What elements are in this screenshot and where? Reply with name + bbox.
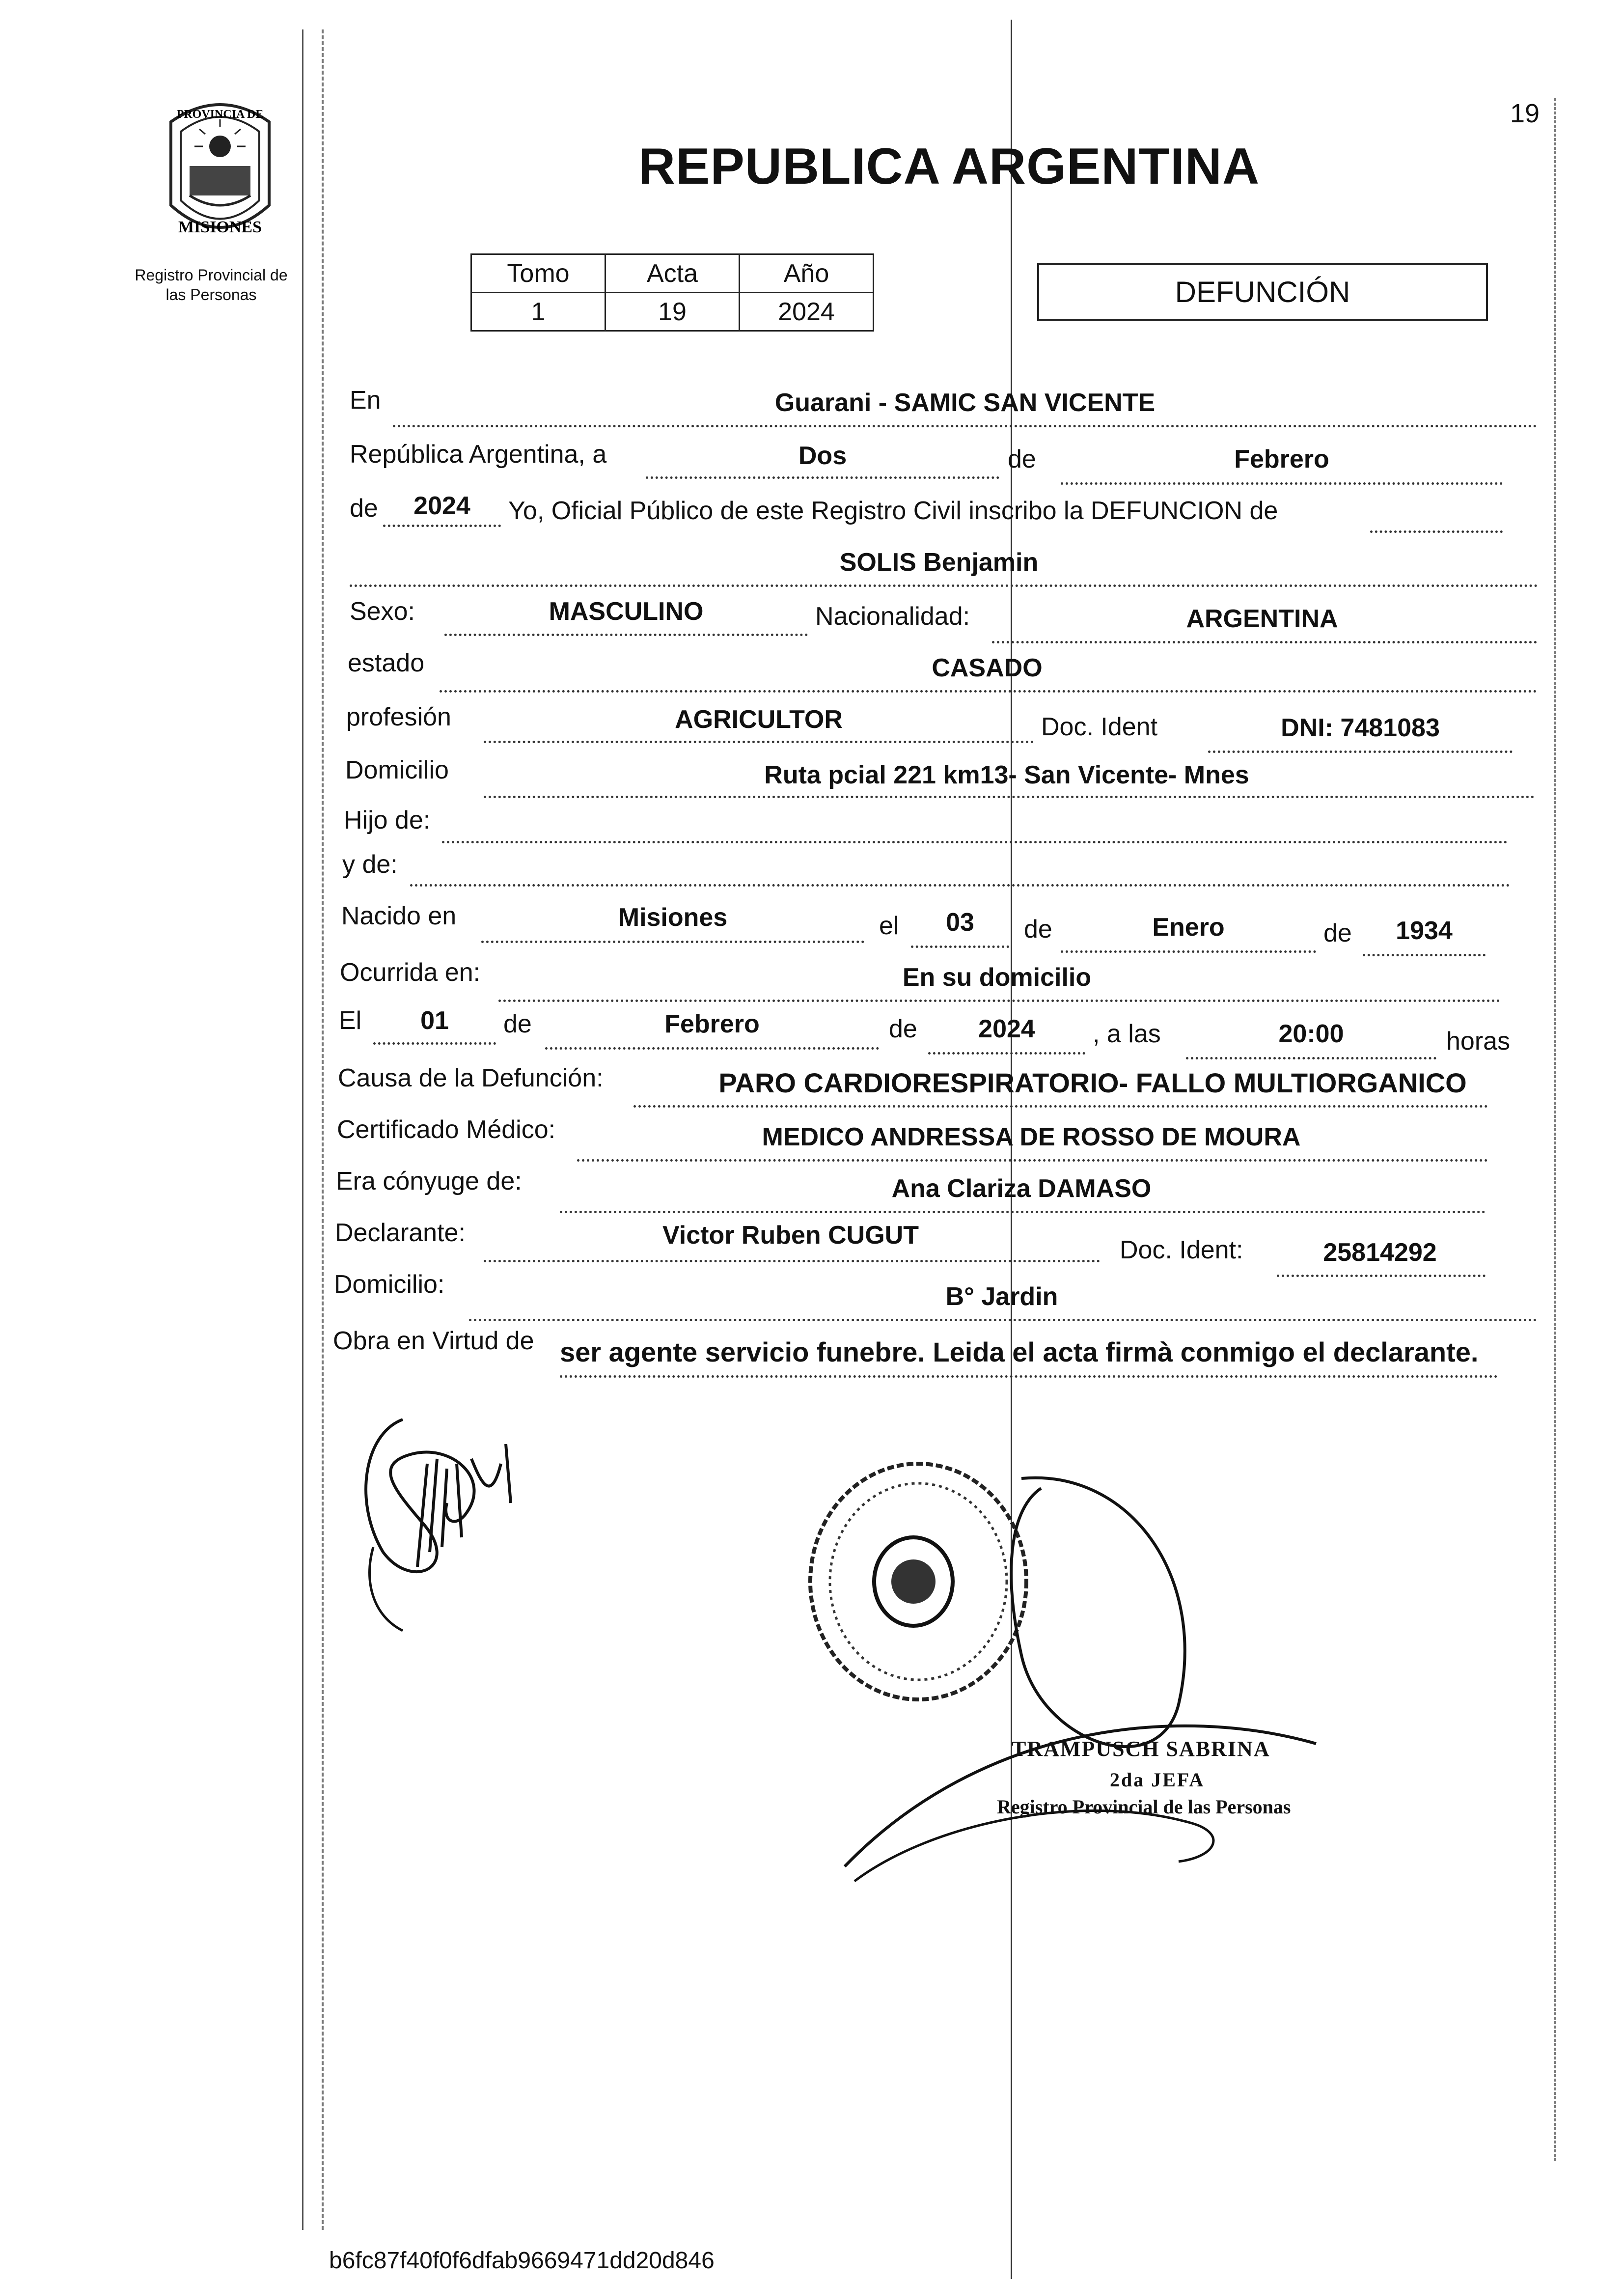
value-anio: 2024 bbox=[413, 492, 470, 520]
acta-header: Acta bbox=[606, 254, 740, 293]
label-horas: horas bbox=[1446, 1027, 1511, 1056]
value-declarante: Victor Ruben CUGUT bbox=[662, 1221, 919, 1250]
dotted-line bbox=[1277, 1275, 1486, 1277]
label-republica: República Argentina, a bbox=[350, 440, 607, 469]
page-title: REPUBLICA ARGENTINA bbox=[638, 138, 1260, 195]
label-en: En bbox=[350, 386, 381, 415]
value-hora: 20:00 bbox=[1278, 1020, 1344, 1048]
value-domicilio: Ruta pcial 221 km13- San Vicente- Mnes bbox=[764, 761, 1249, 789]
value-declarante-domicilio: B° Jardin bbox=[945, 1282, 1058, 1311]
official-office: Registro Provincial de las Personas bbox=[997, 1796, 1291, 1818]
label-causa: Causa de la Defunción: bbox=[338, 1064, 604, 1092]
value-dia: Dos bbox=[798, 442, 847, 470]
dotted-line bbox=[484, 741, 1034, 743]
dotted-line bbox=[410, 884, 1510, 887]
dotted-line bbox=[577, 1159, 1488, 1162]
anio-value: 2024 bbox=[740, 293, 874, 331]
label-a-las: , a las bbox=[1093, 1020, 1161, 1048]
dotted-line bbox=[1370, 530, 1503, 533]
official-role: 2da JEFA bbox=[1110, 1769, 1205, 1791]
label-ocurrida: Ocurrida en: bbox=[340, 958, 481, 987]
dotted-line bbox=[545, 1047, 879, 1050]
value-nac-mes: Enero bbox=[1152, 913, 1225, 942]
value-obra: ser agente servicio funebre. Leida el acta firmà conmigo el declarante. bbox=[560, 1336, 1479, 1367]
label-el2: El bbox=[339, 1006, 362, 1035]
value-sexo: MASCULINO bbox=[549, 597, 704, 626]
value-estado: CASADO bbox=[932, 654, 1043, 682]
label-profesion: profesión bbox=[346, 703, 451, 731]
label-sexo: Sexo: bbox=[350, 597, 415, 626]
label-domicilio: Domicilio bbox=[345, 756, 449, 784]
value-nombre: SOLIS Benjamin bbox=[839, 548, 1039, 577]
value-causa: PARO CARDIORESPIRATORIO- FALLO MULTIORGANICO bbox=[718, 1067, 1467, 1098]
value-conyuge: Ana Clariza DAMASO bbox=[891, 1174, 1152, 1203]
margin-dashes bbox=[322, 29, 324, 2230]
label-declarante: Declarante: bbox=[335, 1219, 466, 1247]
page-number: 19 bbox=[1510, 99, 1540, 128]
dotted-line bbox=[633, 1105, 1488, 1108]
label-nacionalidad: Nacionalidad: bbox=[815, 602, 970, 631]
dotted-line bbox=[484, 796, 1535, 798]
label-obra: Obra en Virtud de bbox=[333, 1327, 534, 1355]
label-yo: Yo, Oficial Público de este Registro Civil inscribo la DEFUNCION de bbox=[508, 497, 1278, 525]
value-lugar: Guarani - SAMIC SAN VICENTE bbox=[774, 389, 1156, 417]
label-conyuge: Era cónyuge de: bbox=[336, 1167, 522, 1196]
label-doc-ident: Doc. Ident bbox=[1041, 713, 1158, 741]
label-doc-ident2: Doc. Ident: bbox=[1120, 1236, 1243, 1264]
value-dni: DNI: 7481083 bbox=[1281, 714, 1440, 742]
misiones-emblem-icon bbox=[156, 92, 284, 254]
dotted-line bbox=[442, 841, 1508, 843]
official-name: TRAMPUSCH SABRINA bbox=[1012, 1737, 1270, 1761]
dotted-line bbox=[373, 1042, 496, 1045]
tomo-header: Tomo bbox=[471, 254, 606, 293]
dotted-line bbox=[393, 425, 1537, 427]
dotted-line bbox=[484, 1260, 1100, 1262]
dotted-line bbox=[992, 641, 1537, 643]
label-de-b: de bbox=[1323, 919, 1352, 947]
label-y-de: y de: bbox=[342, 850, 398, 879]
label-de-a: de bbox=[1024, 915, 1052, 944]
dotted-line bbox=[928, 1052, 1085, 1055]
declarant-signature bbox=[344, 1405, 550, 1660]
value-def-dia: 01 bbox=[420, 1006, 449, 1035]
record-type-box: DEFUNCIÓN bbox=[1037, 263, 1488, 321]
label-de-c: de bbox=[503, 1010, 532, 1038]
dotted-line bbox=[1061, 950, 1316, 953]
value-declarante-doc: 25814292 bbox=[1323, 1238, 1437, 1267]
value-def-mes: Febrero bbox=[664, 1010, 760, 1038]
acta-value: 19 bbox=[606, 293, 740, 331]
dotted-line bbox=[481, 941, 864, 943]
tomo-value: 1 bbox=[471, 293, 606, 331]
value-ocurrida: En su domicilio bbox=[902, 963, 1092, 992]
label-el: el bbox=[879, 912, 899, 940]
value-nac-dia: 03 bbox=[946, 908, 974, 937]
label-certificado: Certificado Médico: bbox=[337, 1115, 556, 1144]
document-hash: b6fc87f40f0f6dfab9669471dd20d846 bbox=[329, 2248, 715, 2274]
value-nacionalidad: ARGENTINA bbox=[1186, 605, 1338, 633]
dotted-line bbox=[646, 476, 999, 479]
official-signature bbox=[835, 1449, 1326, 1891]
dotted-line bbox=[498, 1000, 1500, 1002]
anio-header: Año bbox=[740, 254, 874, 293]
dotted-line bbox=[440, 690, 1537, 693]
registry-name: Registro Provincial de las Personas bbox=[135, 266, 288, 304]
value-nacido-en: Misiones bbox=[618, 903, 728, 932]
value-nac-anio: 1934 bbox=[1396, 917, 1453, 945]
label-hijo-de: Hijo de: bbox=[344, 806, 431, 835]
svg-text:MISIONES: MISIONES bbox=[178, 218, 262, 236]
value-certificado: MEDICO ANDRESSA DE ROSSO DE MOURA bbox=[762, 1123, 1301, 1151]
dotted-line bbox=[469, 1319, 1537, 1321]
dotted-line bbox=[1208, 751, 1513, 753]
value-mes: Febrero bbox=[1234, 445, 1329, 473]
record-table bbox=[470, 253, 874, 332]
dotted-line bbox=[350, 584, 1538, 587]
dotted-line bbox=[1061, 482, 1503, 485]
svg-text:PROVINCIA DE: PROVINCIA DE bbox=[176, 108, 264, 121]
dotted-line bbox=[560, 1375, 1498, 1378]
dotted-line bbox=[911, 946, 1009, 948]
label-de: de bbox=[1008, 445, 1036, 473]
label-domicilio2: Domicilio: bbox=[334, 1270, 445, 1299]
label-estado: estado bbox=[348, 649, 425, 677]
label-nacido-en: Nacido en bbox=[341, 902, 457, 930]
dotted-line bbox=[444, 634, 808, 636]
value-profesion: AGRICULTOR bbox=[675, 705, 843, 734]
dotted-line bbox=[383, 525, 501, 527]
dotted-line bbox=[560, 1211, 1486, 1213]
value-def-anio: 2024 bbox=[978, 1015, 1035, 1043]
label-de-d: de bbox=[889, 1015, 917, 1043]
dotted-line bbox=[1186, 1057, 1436, 1059]
label-de2: de bbox=[350, 494, 378, 523]
dotted-line bbox=[1363, 954, 1486, 956]
margin-line-left bbox=[302, 29, 303, 2230]
margin-line-right bbox=[1554, 98, 1556, 2161]
